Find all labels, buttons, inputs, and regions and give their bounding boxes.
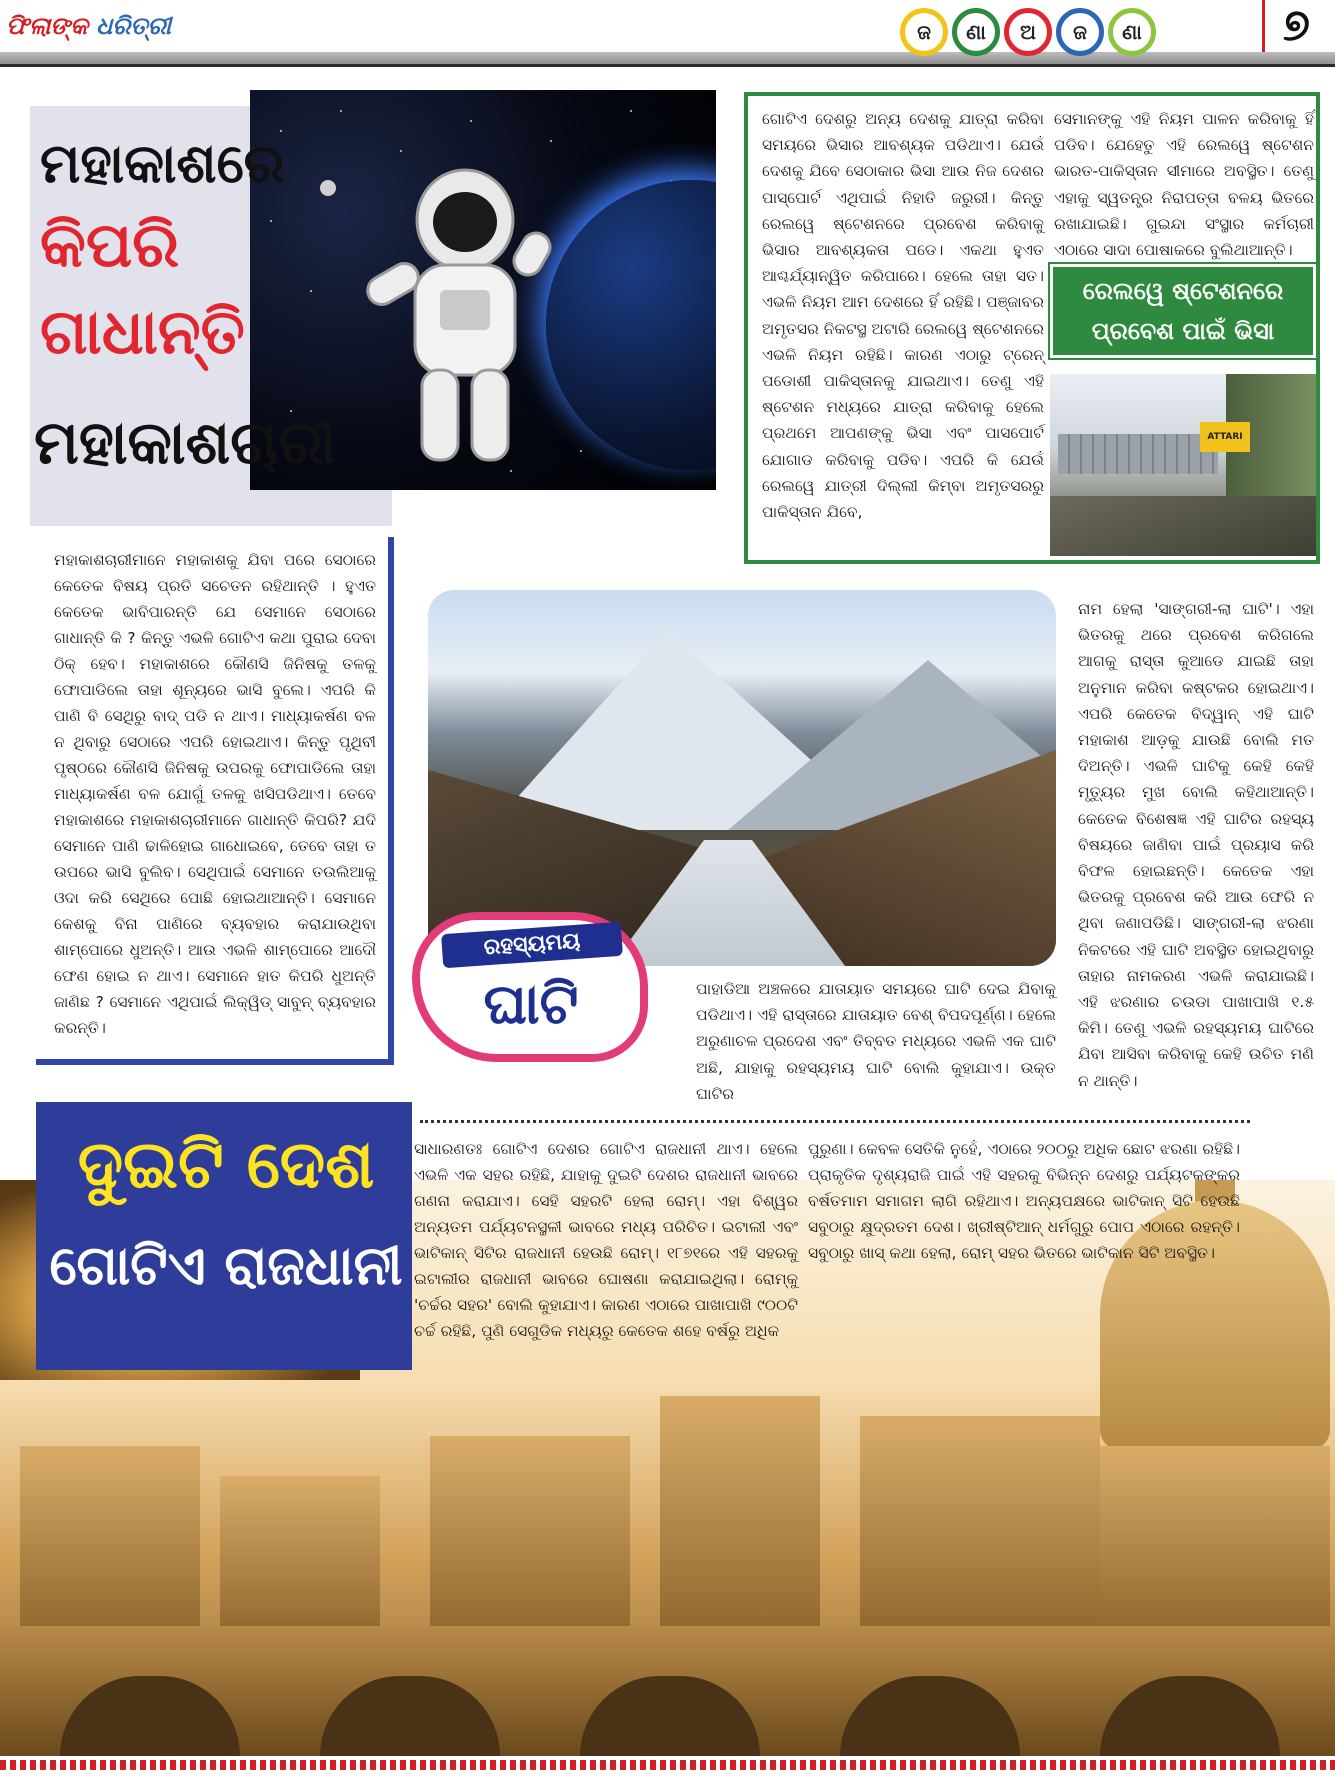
logo-part1: ଫିଲାଙ୍କ <box>6 10 88 40</box>
space-title-line3: ଗାଧାନ୍ତି <box>40 295 245 368</box>
rome-title-line2: ଗୋଟିଏ ରାଜଧାନୀ <box>49 1234 403 1297</box>
building-shape-6 <box>1100 1446 1330 1636</box>
header-rule-dark <box>0 64 1335 67</box>
building-shape-1 <box>20 1446 200 1636</box>
section-letter-2: ଣା <box>952 8 1000 56</box>
railway-station-photo <box>1050 374 1316 556</box>
valley-title-badge <box>412 912 648 1062</box>
section-letter-3: ଅ <box>1004 8 1052 56</box>
building-shape-2 <box>220 1476 380 1636</box>
space-title-line4: ମହାକାଶଚାରୀ <box>34 408 337 478</box>
valley-photo <box>428 590 1056 966</box>
publication-logo <box>6 6 196 44</box>
space-article-body: ମହାକାଶଚାରୀମାନେ ମହାକାଶକୁ ଯିବା ପରେ ସେଠାରେ କେତେକ ବିଷୟ ପ୍ରତି ସଚେତନ ରହିଥାନ୍ତି । ହୁଏତ କେତେକ ଭାବିପାରନ୍ତି ଯେ ସେମାନେ ସେଠାରେ ଗାଧାନ୍ତି କି ? କିନ୍ତୁ ଏଭଳି ଗୋଟିଏ କଥା ପୁରାଇ ଦେବା ଠିକ୍ ହେବ। ମହାକାଶରେ କୌଣସି ଜିନିଷକୁ ତଳକୁ ଫୋପାଡିଲେ ତାହା ଶୂନ୍ୟରେ ଭାସି ବୁଲେ। ଏପରି କି ପାଣି ବି ସେଥିରୁ ବାଦ୍ ପଡି ନ ଥାଏ। ମାଧ୍ୟାକର୍ଷଣ ବଳ ନ ଥିବାରୁ ସେଠାରେ ଏପରି ହୋଇଥାଏ। କିନ୍ତୁ ପୃଥିବୀ ପୃଷ୍ଠରେ କୌଣସି ଜିନିଷକୁ ଉପରକୁ ଫୋପାଡିଲେ ତାହା ମାଧ୍ୟାକର୍ଷଣ ବଳ ଯୋଗୁଁ ତଳକୁ ଖସିପଡିଥାଏ। ତେବେ ମହାକାଶରେ ମହାକାଶଚାରୀମାନେ ଗାଧାନ୍ତି କିପରି? ଯଦି ସେମାନେ ପାଣି ଢାଳିହୋଇ ଗାଧୋଇବେ, ତେବେ ତାହା ତ ଉପରେ ଭାସି ବୁଲିବ। ସେଥିପାଇଁ ସେମାନେ ତଉଲିଆକୁ ଓଦା କରି ସେଥିରେ ପୋଛି ହୋଇଥାଆନ୍ତି। ସେମାନେ କେଶକୁ ବିନା ପାଣିରେ ବ୍ୟବହାର କରାଯାଉଥିବା ଶାମ୍ପୋରେ ଧୁଅନ୍ତି। ଆଉ ଏଭଳି ଶାମ୍ପୋରେ ଆଦୌ ଫେଣ ହୋଇ ନ ଥାଏ। ସେମାନେ ହାତ କିପରି ଧୁଅନ୍ତି ଜାଣିଛ ? ସେମାନେ ଏଥିପାଇଁ ଲିକ୍ୱିଡ୍ ସାବୁନ୍ ବ୍ୟବହାର କରନ୍ତି। <box>36 537 394 1065</box>
page-header <box>0 0 1335 66</box>
planet-shape <box>546 180 716 470</box>
rome-title-line1: ଦୁଇଟି ଦେଶ <box>77 1126 375 1203</box>
rome-dotted-rule <box>420 1120 1250 1123</box>
section-letter-4: ଜ <box>1056 8 1104 56</box>
railway-heading: ରେଲୱେ ଷ୍ଟେଶନରେ ପ୍ରବେଶ ପାଇଁ ଭିସା <box>1050 264 1316 358</box>
rome-body-col2: ପୁରୁଣା। କେବଳ ସେତିକି ନୁହେଁ, ଏଠାରେ ୨୦୦ରୁ ଅଧିକ ଛୋଟ ଝରଣା ରହିଛି। ପ୍ରାକୃତିକ ଦୃଶ୍ୟରାଜି ପାଇଁ ଏହି ସହରକୁ ବିଭିନ୍ନ ଦେଶରୁ ପର୍ଯ୍ୟଟକଙ୍କର ବର୍ଷତମାମ ସମାଗମ ଲାଗି ରହିଥାଏ। ଅନ୍ୟପକ୍ଷରେ ଭାଟିକାନ୍ ସିଟି ହେଉଛି ସବୁଠାରୁ କ୍ଷୁଦ୍ରତମ ଦେଶ। ଖ୍ରୀଷ୍ଟିଆନ୍ ଧର୍ମଗୁରୁ ପୋପ ଏଠାରେ ରହନ୍ତି। ସବୁଠାରୁ ଖାସ୍ କଥା ହେଲା, ରୋମ୍ ସହର ଭିତରେ ଭାଟିକାନ ସିଟି ଅବସ୍ଥିତ। <box>808 1140 1240 1262</box>
bottom-rule <box>0 1760 1335 1770</box>
page-number: ୭ <box>1262 0 1328 52</box>
track-shape <box>1050 496 1316 556</box>
moon-shape <box>320 180 336 196</box>
logo-part2: ଧରିତ୍ରୀ <box>95 10 171 40</box>
rome-title-box <box>36 1102 412 1370</box>
valley-body-bottom: ପାହାଡିଆ ଅଞ୍ଚଳରେ ଯାତାୟାତ ସମୟରେ ଘାଟି ଦେଇ ଯିବାକୁ ପଡିଥାଏ। ଏହି ରାସ୍ତାରେ ଯାତାୟାତ ବେଶ୍ ବିପଦପୂର୍ଣ୍ଣ। ହେଲେ ଅରୁଣାଚଳ ପ୍ରଦେଶ ଏବଂ ତିବ୍ବତ ମଧ୍ୟରେ ଏଭଳି ଏକ ଘାଟି ଅଛି, ଯାହାକୁ ରହସ୍ୟମୟ ଘାଟି ବୋଲି କୁହାଯାଏ। ଉକ୍ତ ଘାଟିର <box>696 980 1056 1103</box>
valley-title-big: ଘାଟି <box>483 972 579 1037</box>
section-brand-circles <box>900 8 1156 56</box>
section-letter-1: ଜ <box>900 8 948 56</box>
astronaut-illustration <box>360 160 560 480</box>
space-title-line2: କିପରି <box>40 208 180 281</box>
railway-body-left: ଗୋଟିଏ ଦେଶରୁ ଅନ୍ୟ ଦେଶକୁ ଯାତ୍ରା କରିବା ସମୟରେ ଭିସାର ଆବଶ୍ୟକ ପଡିଥାଏ। ଯେଉଁ ଦେଶକୁ ଯିବେ ସେଠାକାର ଭିସା ଆଉ ନିଜ ଦେଶର ପାସ୍‌ପୋର୍ଟ ଏଥିପାଇଁ ନିହାତି ଜରୁରୀ। କିନ୍ତୁ ରେଲୱେ ଷ୍ଟେଶନରେ ପ୍ରବେଶ କରିବାକୁ ଭିସାର ଆବଶ୍ୟକତା ପଡେ। ଏକଥା ହୁଏତ ଆଶ୍ଚର୍ଯ୍ୟାନ୍ୱିତ କରିପାରେ। ହେଲେ ତାହା ସତ। ଏଭଳି ନିୟମ ଆମ ଦେଶରେ ହିଁ ରହିଛି। ପଞ୍ଜାବର ଅମୃତସର ନିକଟସ୍ଥ ଅଟାରି ରେଲୱେ ଷ୍ଟେଶନରେ ଏଭଳି ନିୟମ ରହିଛି। କାରଣ ଏଠାରୁ ଟ୍ରେନ୍ ପଡୋଶୀ ପାକିସ୍ତାନକୁ ଯାଇଥାଏ। ତେଣୁ ଏହି ଷ୍ଟେଶନ ମଧ୍ୟରେ ଯାତ୍ରା କରିବାକୁ ହେଲେ ପ୍ରଥମେ ଆପଣଙ୍କୁ ଭିସା ଏବଂ ପାସପୋର୍ଟ ଯୋଗାଡ କରିବାକୁ ପଡିବ। ଏପରି କି ଯେଉଁ ରେଲୱେ ଯାତ୍ରୀ ଦିଲ୍ଲୀ କିମ୍ବା ଅମୃତସରରୁ ପାକିସ୍ତାନ ଯିବେ, <box>762 110 1044 522</box>
railway-body-right: ସେମାନଙ୍କୁ ଏହି ନିୟମ ପାଳନ କରିବାକୁ ହିଁ ପଡିବ। ଯେହେତୁ ଏହି ରେଲୱେ ଷ୍ଟେଶନ ଭାରତ-ପାକିସ୍ତାନ ସୀମାରେ ଅବସ୍ଥିତ। ତେଣୁ ଏହାକୁ ସ୍ୱତନ୍ତ୍ର ନିରାପତ୍ତା ବଳୟ ଭିତରେ ରଖାଯାଇଛି। ଗୁଇନ୍ଦା ସଂସ୍ଥାର କର୍ମଚାରୀ ଏଠାରେ ସାଦା ପୋଷାକରେ ବୁଲିଥାଆନ୍ତି। <box>1054 110 1314 260</box>
train-shape <box>1058 434 1218 474</box>
building-shape-4 <box>660 1396 820 1636</box>
building-shape-5 <box>860 1416 1100 1636</box>
station-sign: ATTARI <box>1200 422 1250 452</box>
valley-title-small: ରହସ୍ୟମୟ <box>441 922 623 968</box>
building-shape-3 <box>430 1436 630 1636</box>
railway-article-box <box>744 92 1320 564</box>
rome-body-col1: ସାଧାରଣତଃ ଗୋଟିଏ ଦେଶର ଗୋଟିଏ ରାଜଧାନୀ ଥାଏ। ହେଲେ ଏଭଳି ଏକ ସହର ରହିଛି, ଯାହାକୁ ଦୁଇଟି ଦେଶର ରାଜଧାନୀ ଭାବରେ ଗଣନା କରାଯାଏ। ସେହି ସହରଟି ହେଲା ରୋମ୍। ଏହା ବିଶ୍ୱର ଅନ୍ୟତମ ପର୍ଯ୍ୟଟନସ୍ଥଳୀ ଭାବରେ ମଧ୍ୟ ପରିଚିତ। ଇଟାଲୀ ଏବଂ ଭାଟିକାନ୍ ସିଟିର ରାଜଧାନୀ ହେଉଛି ରୋମ୍। ୧୮୭୧ରେ ଏହି ସହରକୁ ଇଟାଲୀର ରାଜଧାନୀ ଭାବରେ ଘୋଷଣା କରାଯାଇଥିଲା। ରୋମ୍‌କୁ 'ଚର୍ଚ୍ଚର ସହର' ବୋଲି କୁହାଯାଏ। କାରଣ ଏଠାରେ ପାଖାପାଖି ୯୦୦ଟି ଚର୍ଚ୍ଚ ରହିଛି, ପୁଣି ସେଗୁଡିକ ମଧ୍ୟରୁ କେତେକ ଶହେ ବର୍ଷରୁ ଅଧିକ <box>414 1140 798 1340</box>
valley-body-right: ନାମ ହେଲା 'ସାଙ୍ଗରୀ-ଲା ଘାଟି'। ଏହା ଭିତରକୁ ଥରେ ପ୍ରବେଶ କରିଗଲେ ଆଗକୁ ରାସ୍ତା କୁଆଡେ ଯାଇଛି ତାହା ଅନୁମାନ କରିବା କଷ୍ଟକର ହୋଇଥାଏ। ଏପରି କେତେକ ବିଦ୍ୱାନ୍ ଏହି ଘାଟି ମହାକାଶ ଆଡ଼କୁ ଯାଉଛି ବୋଲି ମତ ଦିଅନ୍ତି। ଏଭଳି ଘାଟିକୁ କେହି କେହି ମୃତ୍ୟୁର ମୁଖ ବୋଲି କହିଥାଆନ୍ତି। କେତେକ ବିଶେଷଜ୍ଞ ଏହି ଘାଟିର ରହସ୍ୟ ବିଷୟରେ ଜାଣିବା ପାଇଁ ପ୍ରୟାସ କରି ବିଫଳ ହୋଇଛନ୍ତି। କେତେକ ଏହା ଭିତରକୁ ପ୍ରବେଶ କରି ଆଉ ଫେରି ନ ଥିବା ଜଣାପଡିଛି। ସାଙ୍ଗରୀ-ଲା ଝରଣା ନିକଟରେ ଏହି ଘାଟି ଅବସ୍ଥିତ ହୋଇଥିବାରୁ ତାହାର ନାମକରଣ ଏଭଳି କରାଯାଇଛି। ଏହି ଝରଣାର ଚଉଡା ପାଖାପାଖି ୧.୫ କିମି। ତେଣୁ ଏଭଳି ରହସ୍ୟମୟ ଘାଟିରେ ଯିବା ଆସିବା କରିବାକୁ କେହି ଉଚିତ ମଣି ନ ଥାନ୍ତି। <box>1078 600 1314 1090</box>
section-letter-5: ଣା <box>1108 8 1156 56</box>
space-title-line1: ମହାକାଶରେ <box>40 132 285 195</box>
